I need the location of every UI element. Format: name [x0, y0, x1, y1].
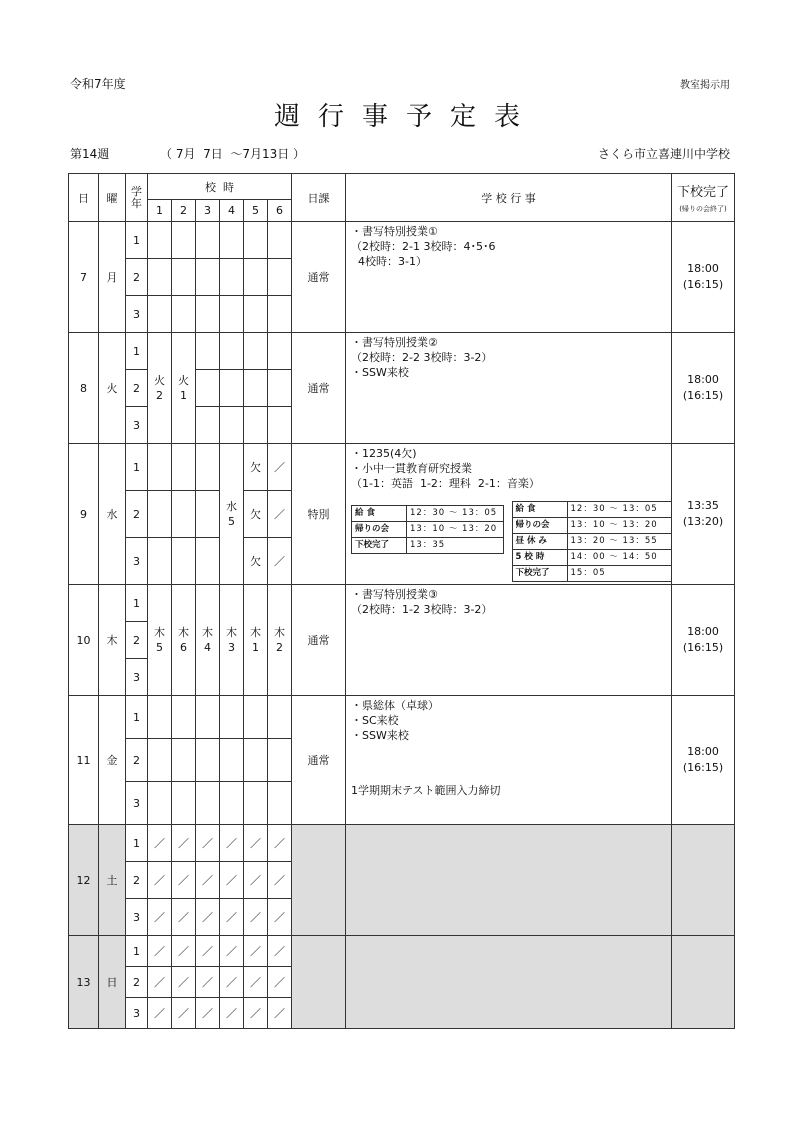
end-time: 18:00 — [687, 625, 719, 638]
day-number: 12 — [69, 825, 99, 936]
event-line: ・書写特別授業① — [351, 225, 438, 238]
nikka: 通常 — [292, 696, 346, 825]
event-line: ・SSW来校 — [351, 366, 409, 379]
weekday: 土 — [99, 825, 126, 936]
weekday: 木 — [99, 585, 126, 696]
end-time-sub: (16:15) — [682, 389, 724, 402]
day-row-13: 13 日 1 ／ ／ ／ ／ ／ ／ — [69, 936, 735, 967]
events-cell — [346, 696, 672, 825]
day-row-7 — [69, 222, 735, 259]
absent-mark: 欠 — [244, 538, 268, 585]
day-number: 9 — [69, 444, 99, 585]
page-title: 週行事予定表 — [273, 102, 538, 132]
grade: 3 — [126, 899, 148, 936]
event-line: ・1235(4欠) — [351, 447, 417, 460]
event-line: 4校時：3-1） — [351, 255, 427, 268]
grade: 1 — [126, 696, 148, 739]
day-number: 11 — [69, 696, 99, 825]
end-time-sub: (16:15) — [682, 761, 724, 774]
dismissal-time — [672, 444, 735, 585]
end-time-sub: (16:15) — [682, 641, 724, 654]
weekday: 火 — [99, 333, 126, 444]
weekday: 水 — [99, 444, 126, 585]
slash-mark: ／ — [268, 491, 292, 538]
dismissal-time — [672, 333, 735, 444]
header-periods: 校 時 — [148, 174, 292, 200]
grade: 1 — [126, 585, 148, 622]
grade: 3 — [126, 998, 148, 1029]
header-nikka: 日課 — [292, 174, 346, 222]
period-swap: 木3 — [220, 585, 244, 696]
fiscal-year: 令和7年度 — [70, 77, 126, 91]
grade: 2 — [126, 967, 148, 998]
period-1: 1 — [148, 200, 172, 222]
school-name: さくら市立喜連川中学校 — [597, 147, 730, 161]
day-number: 10 — [69, 585, 99, 696]
dismissal-time — [672, 585, 735, 696]
date-range: （ 7月 7日 ～7月13日 ） — [160, 147, 306, 161]
period-swap: 火1 — [172, 333, 196, 444]
end-time-sub: (16:15) — [682, 278, 724, 291]
period-swap: 木1 — [244, 585, 268, 696]
absent-mark: 欠 — [244, 444, 268, 491]
weekday: 月 — [99, 222, 126, 333]
day-row-10 — [69, 585, 735, 622]
grade: 1 — [126, 444, 148, 491]
header-end-label: 下校完了 — [676, 185, 729, 200]
grade: 3 — [126, 296, 148, 333]
day-row-12: 12 土 1 ／ ／ ／ ／ ／ ／ — [69, 825, 735, 862]
end-time: 18:00 — [687, 262, 719, 275]
nikka: 通常 — [292, 585, 346, 696]
grade: 1 — [126, 333, 148, 370]
header-grade: 学年 — [126, 174, 148, 222]
day-row-9 — [69, 444, 735, 491]
header-weekday: 曜 — [99, 174, 126, 222]
nikka: 通常 — [292, 333, 346, 444]
week-number: 第14週 — [70, 147, 110, 161]
event-line: ・書写特別授業③ — [351, 588, 438, 601]
grade: 1 — [126, 825, 148, 862]
nikka: 通常 — [292, 222, 346, 333]
header-events: 学 校 行 事 — [346, 174, 672, 222]
header-end — [672, 174, 735, 222]
end-time: 18:00 — [687, 373, 719, 386]
period-swap: 木5 — [148, 585, 172, 696]
period-swap: 木6 — [172, 585, 196, 696]
grade: 2 — [126, 739, 148, 782]
day-number: 13 — [69, 936, 99, 1029]
day-row-11 — [69, 696, 735, 739]
event-line: （1-1：英語 1-2：理科 2-1：音楽） — [351, 477, 540, 490]
grade: 3 — [126, 407, 148, 444]
schedule-table-a: 給 食 12：30 ～ 13：05 帰りの会 13：10 ～ 13：20 下校完了 13：35 — [351, 505, 504, 554]
end-time: 18:00 — [687, 745, 719, 758]
dismissal-time — [672, 222, 735, 333]
period-2: 2 — [172, 200, 196, 222]
event-line: （2校時：2-1 3校時：4･5･6 — [351, 240, 496, 253]
period-swap: 木4 — [196, 585, 220, 696]
grade: 2 — [126, 370, 148, 407]
period-6: 6 — [268, 200, 292, 222]
period-4: 4 — [220, 200, 244, 222]
event-line: ・SC来校 — [351, 714, 399, 727]
event-line: ・県総体（卓球） — [351, 699, 439, 712]
end-time-sub: (13:20) — [682, 515, 724, 528]
day-row-8 — [69, 333, 735, 370]
grade: 2 — [126, 622, 148, 659]
header-day: 日 — [69, 174, 99, 222]
period-3: 3 — [196, 200, 220, 222]
grade: 1 — [126, 222, 148, 259]
event-line: ・書写特別授業② — [351, 336, 438, 349]
weekday: 金 — [99, 696, 126, 825]
day-number: 8 — [69, 333, 99, 444]
nikka: 特別 — [292, 444, 346, 585]
day-number: 7 — [69, 222, 99, 333]
grade: 3 — [126, 782, 148, 825]
events-cell — [346, 222, 672, 333]
event-note: 1学期期末テスト範囲入力締切 — [351, 784, 501, 797]
events-cell — [346, 585, 672, 696]
slash-mark: ／ — [268, 444, 292, 491]
slash-mark: ／ — [268, 538, 292, 585]
schedule-table: 日 曜 学年 校 時 日課 学 校 行 事 下校完了 (帰りの会終了) 1 2 3 4 5 6 7 月 1 通常 ・書写特別授業① （2校時：2-1 3校時：4･5･6 4校時：3-1） 18:00 (16:15) 2 3 8 火 1 火2 火1 通常 ・書写特別授業② （2校時：2-2 3校時：3-2） ・SSW来校 18:00 (16:15) 2 3 9 水 1 水5 欠 ／ 特別 ・1235(4欠) ・小中一貫教育研究授業 （1-1：英語 1-2：理科 2-1：音楽） 給 食 12：30 ～ 13：05 帰りの会 13：10 ～ 13：20 下校完了 13：35 給 食 12：30 ～ 13：05 帰りの会 13：10 ～ 13：20 昼 休 み 13：20 ～ 13：55 5 校 時 14：00 ～ 14：50 下校完了 15：05 13:35 (13:20) 2 欠 ／ 3 欠 ／ 10 木 1 木5 木6 木4 木3 木1 木2 通常 ・書写特別授業③ （2校時：1-2 3校時：3-2） 18:00 (16:15) 2 3 11 金 1 通常 ・県総体（卓球） ・SC来校 ・SSW来校 1学期期末テスト範囲入力締切 18:00 (16:15) 2 3 12 土 1 ／ ／ ／ ／ ／ ／ 2 ／ ／ ／ ／ ／ ／ 3 ／ ／ ／ ／ ／ ／ 13 日 1 ／ ／ ／ ／ ／ ／ 2 ／ ／ ／ ／ ／ ／ 3 ／ ／ ／ ／ ／ ／ — [68, 173, 735, 1029]
event-line: （2校時：2-2 3校時：3-2） — [351, 351, 493, 364]
grade: 2 — [126, 259, 148, 296]
dismissal-time — [672, 696, 735, 825]
grade: 3 — [126, 538, 148, 585]
period-swap: 火2 — [148, 333, 172, 444]
header-end-sub: (帰りの会終了) — [679, 205, 727, 213]
events-cell — [346, 444, 672, 585]
period-5: 5 — [244, 200, 268, 222]
event-line: （2校時：1-2 3校時：3-2） — [351, 603, 493, 616]
grade: 2 — [126, 491, 148, 538]
events-cell — [346, 333, 672, 444]
grade: 1 — [126, 936, 148, 967]
schedule-table-b: 給 食 12：30 ～ 13：05 帰りの会 13：10 ～ 13：20 昼 休 み 13：20 ～ 13：55 5 校 時 14：00 ～ 14：50 下校完了 15：05 — [512, 501, 672, 582]
event-line: ・SSW来校 — [351, 729, 409, 742]
absent-mark: 欠 — [244, 491, 268, 538]
grade: 2 — [126, 862, 148, 899]
usage-label: 教室掲示用 — [680, 80, 730, 91]
grade: 3 — [126, 659, 148, 696]
period-swap: 水5 — [220, 444, 244, 585]
period-swap: 木2 — [268, 585, 292, 696]
event-line: ・小中一貫教育研究授業 — [351, 462, 472, 475]
end-time: 13:35 — [687, 499, 719, 512]
weekday: 日 — [99, 936, 126, 1029]
